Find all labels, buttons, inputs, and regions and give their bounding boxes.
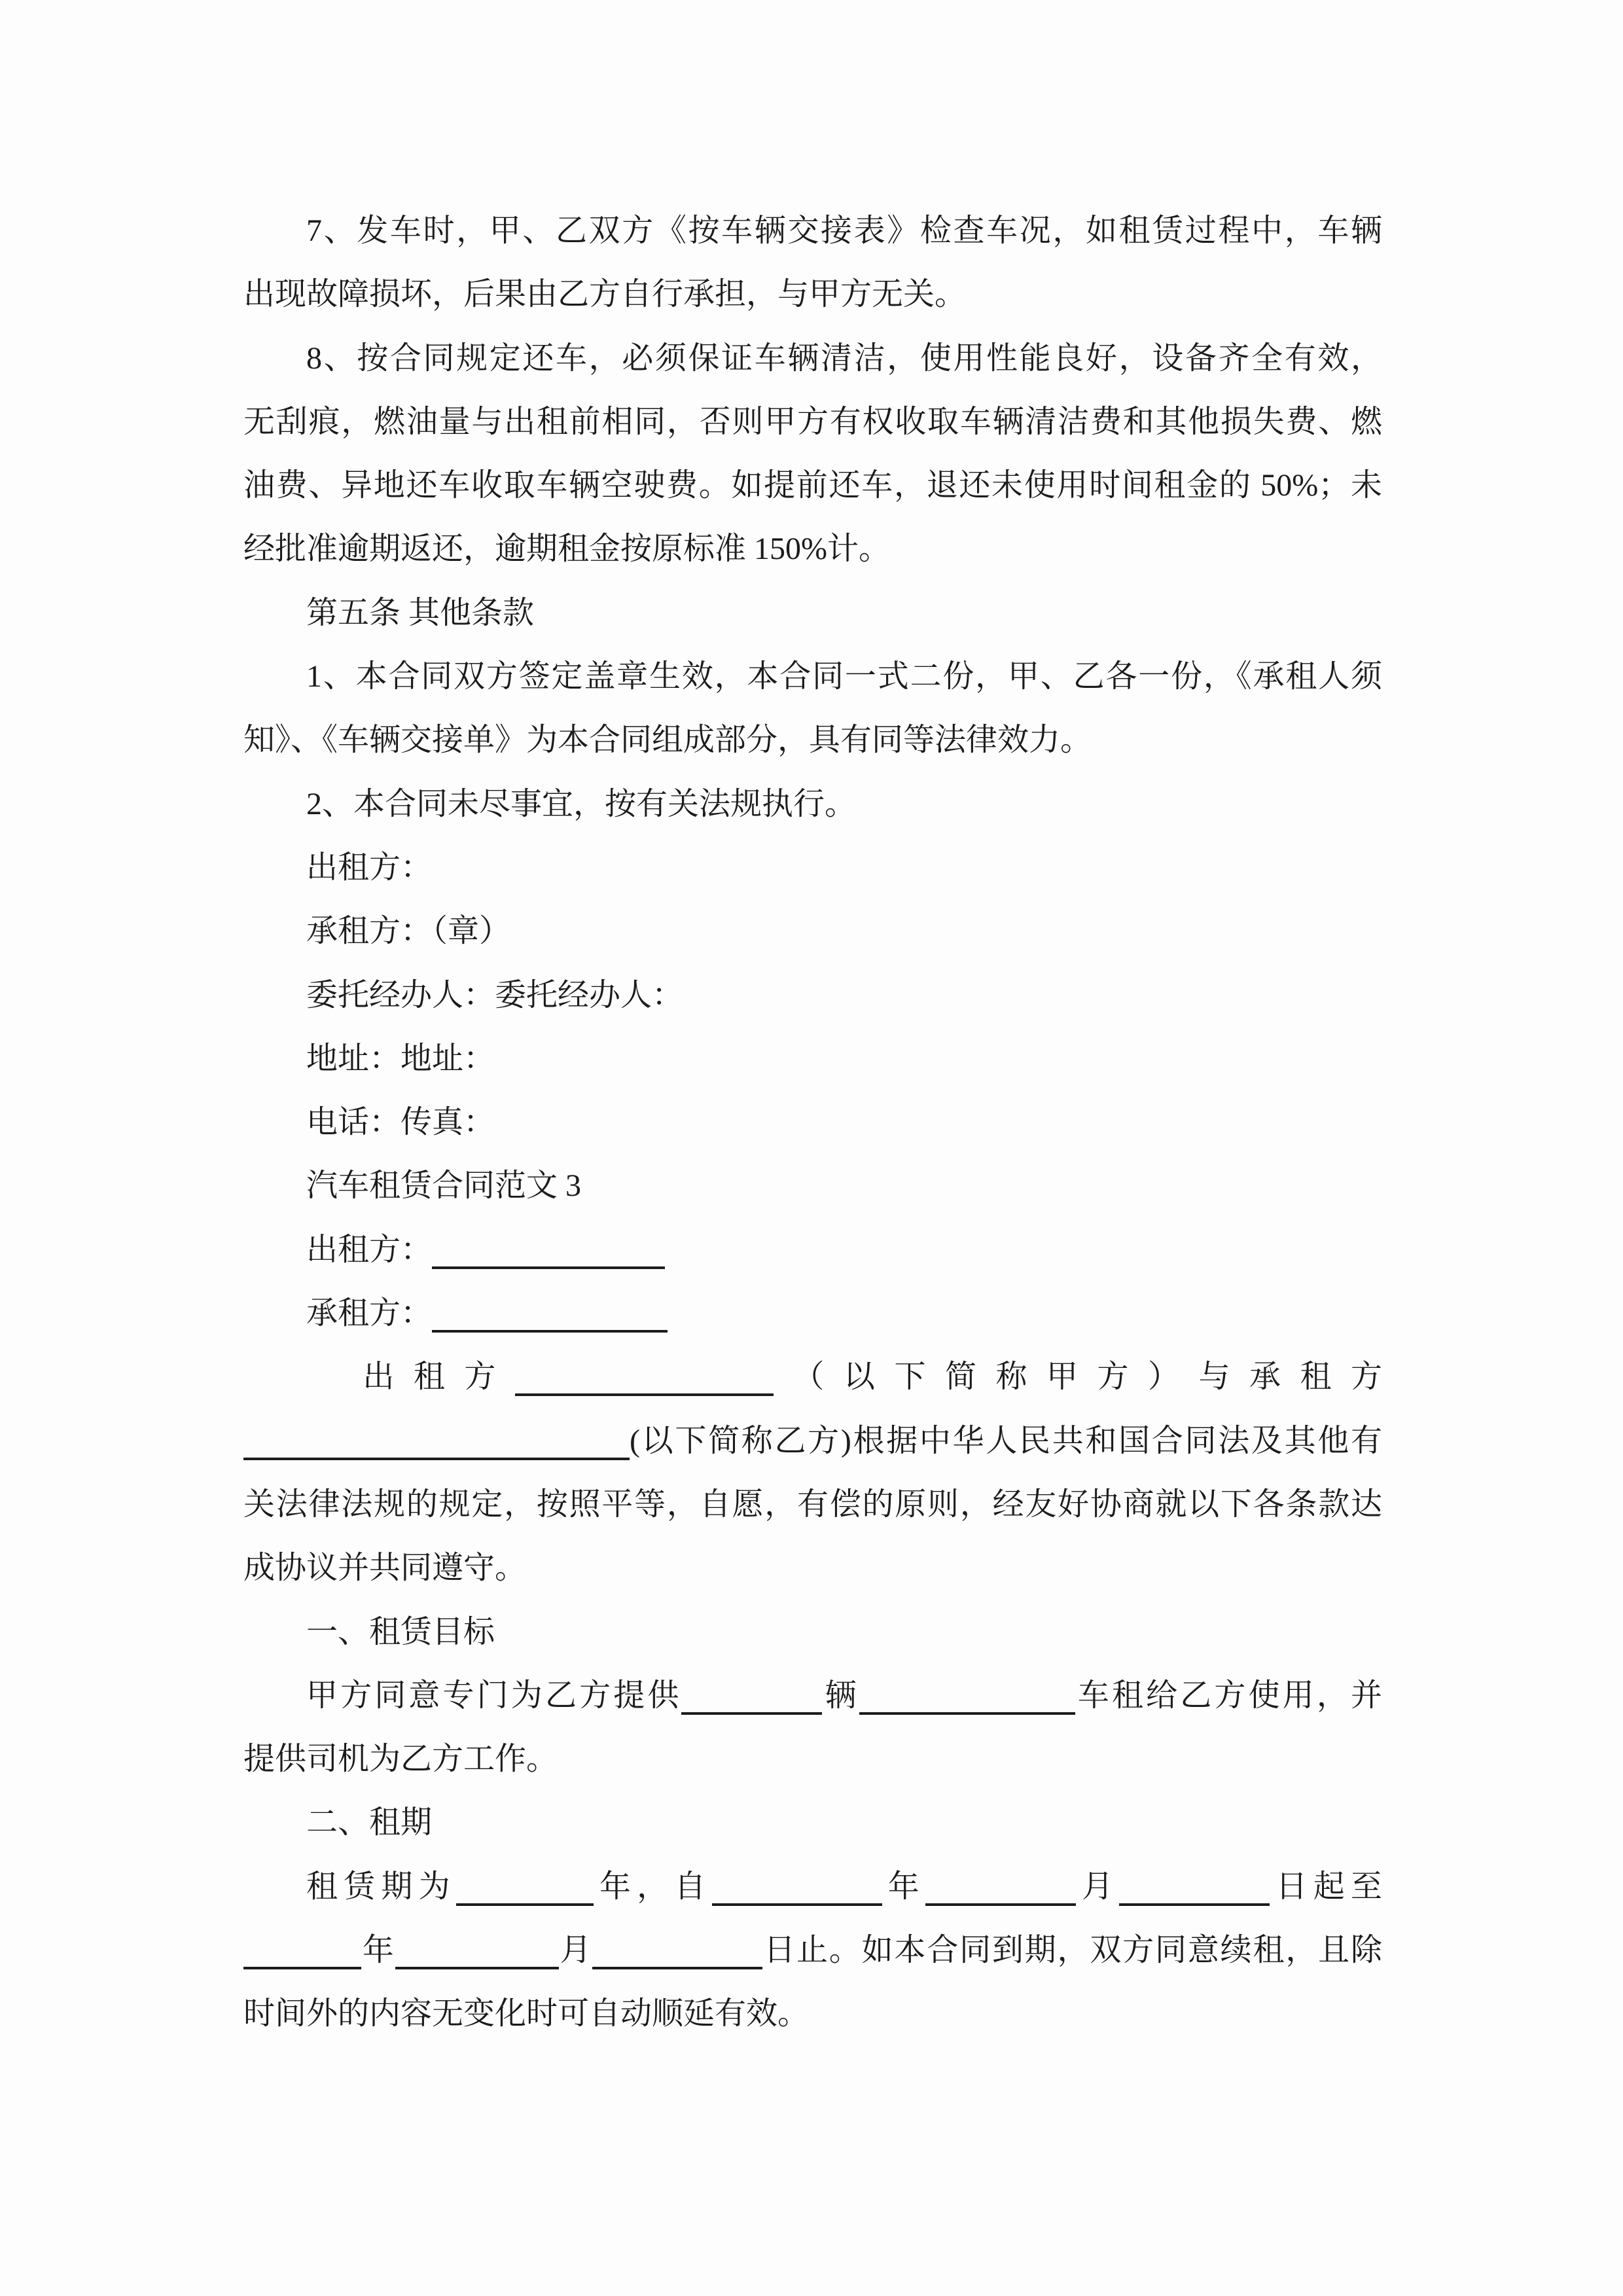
text-run: 承租方：	[306, 1296, 433, 1331]
fill-in-blank-underline	[395, 1967, 559, 1969]
fill-in-blank-underline	[432, 1330, 668, 1333]
text-run: 出租方：	[306, 850, 433, 885]
text-run: 油费、异地还车收取车辆空驶费。如提前还车，退还未使用时间租金的 50%；未	[243, 468, 1382, 503]
fill-in-blank-underline	[681, 1712, 822, 1715]
text-run: 年	[882, 1869, 925, 1904]
text-run: 关法律法规的规定，按照平等，自愿，有偿的原则，经友好协商就以下各条款达	[243, 1486, 1382, 1522]
doc-line	[243, 645, 1382, 708]
doc-line	[243, 262, 1382, 326]
text-run: 知》、《车辆交接单》为本合同组成部分，具有同等法律效力。	[243, 723, 1092, 758]
doc-line	[243, 1090, 1382, 1154]
text-run: 经批准逾期返还，逾期租金按原标准 150%计。	[243, 531, 890, 567]
fill-in-blank-underline	[243, 1967, 361, 1969]
doc-line	[243, 1727, 1382, 1791]
text-run: 出现故障损坏，后果由乙方自行承担，与甲方无关。	[243, 277, 967, 312]
doc-line	[243, 1027, 1382, 1090]
doc-line	[243, 836, 1382, 899]
fill-in-blank-underline	[925, 1903, 1076, 1906]
text-run: 2、本合同未尽事宜，按有关法规执行。	[306, 786, 857, 821]
text-run: 辆	[822, 1677, 859, 1713]
fill-in-blank-underline	[432, 1266, 665, 1269]
text-run: 承租方：（章）	[306, 914, 511, 949]
fill-in-blank-underline	[592, 1967, 762, 1969]
text-run: 提供司机为乙方工作。	[243, 1742, 558, 1777]
fill-in-blank-underline	[859, 1712, 1075, 1715]
text-run: 地址：地址：	[306, 1041, 495, 1076]
doc-line	[243, 327, 1382, 390]
doc-line	[243, 772, 1382, 836]
text-run: 二、租期	[306, 1805, 433, 1840]
text-run: 年，自	[593, 1869, 712, 1904]
doc-line	[243, 963, 1382, 1027]
doc-line	[243, 1345, 1382, 1408]
text-run: 时间外的内容无变化时可自动顺延有效。	[243, 1996, 810, 2032]
text-run: 成协议并共同遵守。	[243, 1551, 527, 1586]
text-run: 租赁期为	[306, 1869, 456, 1904]
text-run: 车租给乙方使用，并	[1075, 1677, 1382, 1713]
doc-line	[243, 390, 1382, 454]
text-run: 一、租赁目标	[306, 1614, 495, 1649]
doc-line	[243, 1982, 1382, 2045]
document-body	[243, 199, 1382, 2046]
doc-line	[243, 581, 1382, 645]
doc-line	[243, 708, 1382, 772]
doc-line	[243, 1154, 1382, 1217]
doc-line	[243, 199, 1382, 262]
doc-line	[243, 1409, 1382, 1473]
doc-line	[243, 1536, 1382, 1600]
text-run: 委托经办人：委托经办人：	[306, 977, 684, 1013]
text-run: 出租方：	[306, 1232, 433, 1267]
text-run: 8、按合同规定还车，必须保证车辆清洁，使用性能良好，设备齐全有效，	[306, 340, 1382, 376]
doc-line	[243, 1855, 1382, 1918]
text-run: (以下简称乙方)根据中华人民共和国合同法及其他有	[630, 1423, 1382, 1458]
fill-in-blank-underline	[456, 1903, 594, 1906]
doc-line	[243, 1282, 1382, 1345]
text-run: 月	[558, 1933, 593, 1968]
fill-in-blank-underline	[712, 1903, 882, 1906]
fill-in-blank-underline	[515, 1393, 774, 1396]
doc-line	[243, 899, 1382, 963]
text-run: 日起至	[1270, 1869, 1382, 1904]
doc-line	[243, 517, 1382, 581]
text-run: 电话：传真：	[306, 1105, 495, 1140]
text-run: 无刮痕，燃油量与出租前相同，否则甲方有权收取车辆清洁费和其他损失费、燃	[243, 404, 1382, 439]
text-run: 第五条 其他条款	[306, 595, 535, 630]
text-run: 日止。如本合同到期，双方同意续租，且除	[762, 1933, 1382, 1968]
doc-line	[243, 1473, 1382, 1536]
fill-in-blank-underline	[243, 1458, 630, 1460]
doc-line	[243, 1600, 1382, 1664]
text-run: 出租方	[363, 1359, 515, 1395]
text-run: （以下简称甲方）与承租方	[773, 1359, 1382, 1395]
text-run: 汽车租赁合同范文 3	[306, 1168, 582, 1204]
text-run: 月	[1075, 1869, 1120, 1904]
text-run: 年	[361, 1933, 395, 1968]
doc-line	[243, 1218, 1382, 1282]
text-run: 甲方同意专门为乙方提供	[306, 1677, 682, 1713]
text-run: 7、发车时，甲、乙双方《按车辆交接表》检查车况，如租赁过程中，车辆	[306, 213, 1382, 248]
fill-in-blank-underline	[1119, 1903, 1270, 1906]
doc-line	[243, 1918, 1382, 1982]
doc-line	[243, 454, 1382, 517]
doc-line	[243, 1791, 1382, 1854]
doc-line	[243, 1664, 1382, 1727]
text-run: 1、本合同双方签定盖章生效，本合同一式二份，甲、乙各一份，《承租人须	[306, 659, 1382, 694]
